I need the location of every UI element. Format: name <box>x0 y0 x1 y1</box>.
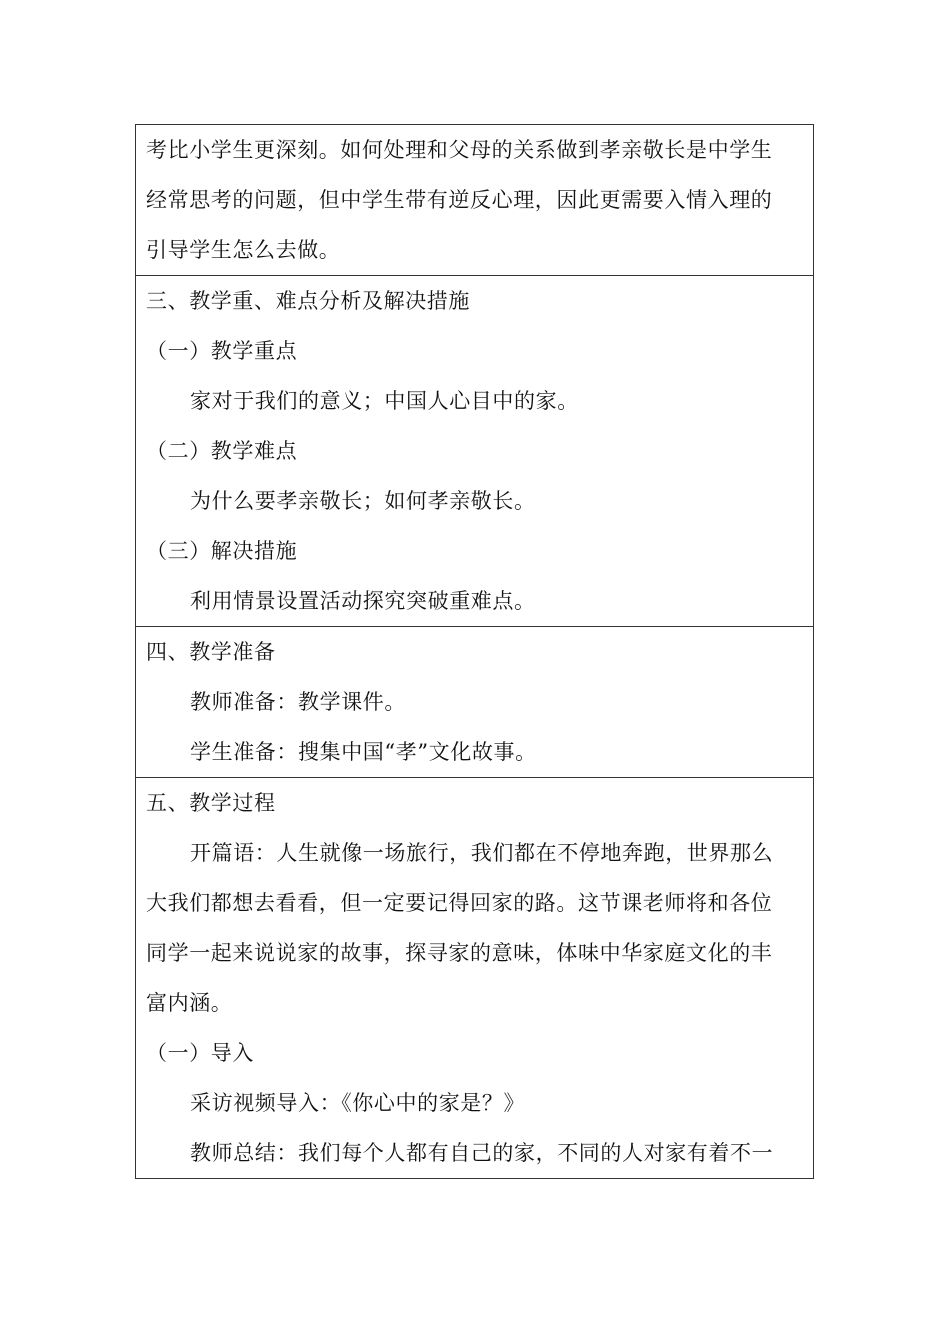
section-heading: 三、教学重、难点分析及解决措施 <box>146 289 470 313</box>
table-cell-process <box>136 777 813 1178</box>
text-line: 经常思考的问题，但中学生带有逆反心理，因此更需要入情入理的 <box>146 188 773 212</box>
teacher-summary-text: 教师总结：我们每个人都有自己的家，不同的人对家有着不一 <box>190 1141 774 1165</box>
intro-video-text: 采访视频导入：《你心中的家是？》 <box>190 1091 526 1115</box>
table-cell-preparation <box>136 626 813 777</box>
opening-line: 大我们都想去看看，但一定要记得回家的路。这节课老师将和各位 <box>146 891 773 915</box>
subsection-title-solution: （三）解决措施 <box>146 539 298 563</box>
table-cell-analysis-continued <box>136 125 813 275</box>
opening-line: 开篇语：人生就像一场旅行，我们都在不停地奔跑，世界那么 <box>190 841 774 865</box>
section-heading: 四、教学准备 <box>146 640 276 664</box>
solution-text: 利用情景设置活动探究突破重难点。 <box>190 589 536 613</box>
section-heading: 五、教学过程 <box>146 791 276 815</box>
student-prep-text: 学生准备：搜集中国“孝”文化故事。 <box>190 740 537 764</box>
subsection-title-difficulty: （二）教学难点 <box>146 439 298 463</box>
text-line: 引导学生怎么去做。 <box>146 238 341 262</box>
table-cell-key-points <box>136 275 813 626</box>
opening-line: 富内涵。 <box>146 991 233 1015</box>
focus-text: 家对于我们的意义；中国人心目中的家。 <box>190 389 579 413</box>
teacher-prep-text: 教师准备：教学课件。 <box>190 690 406 714</box>
text-line: 考比小学生更深刻。如何处理和父母的关系做到孝亲敬长是中学生 <box>146 138 773 162</box>
subsection-title-intro: （一）导入 <box>146 1041 254 1065</box>
lesson-plan-table <box>135 124 814 1179</box>
subsection-title-focus: （一）教学重点 <box>146 339 298 363</box>
difficulty-text: 为什么要孝亲敬长；如何孝亲敬长。 <box>190 489 536 513</box>
opening-line: 同学一起来说说家的故事，探寻家的意味，体味中华家庭文化的丰 <box>146 941 773 965</box>
